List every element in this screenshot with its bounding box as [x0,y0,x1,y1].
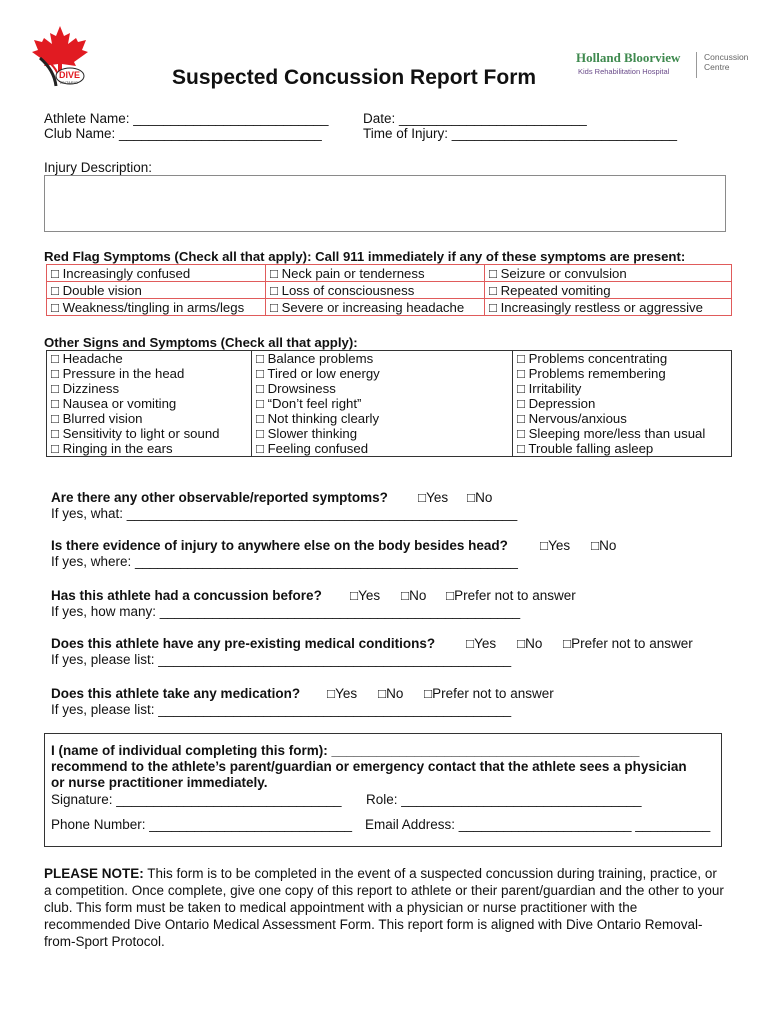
q2-no-checkbox[interactable]: □No [591,538,617,553]
recommendation-text: recommend to the athlete’s parent/guardian or emergency contact that the athlete sees a physician [51,759,687,774]
athlete-name-field[interactable]: Athlete Name: __________________________ [44,111,329,126]
q4-prefer-not-checkbox[interactable]: □Prefer not to answer [563,636,693,651]
symptom-checkbox[interactable]: □ Irritability [517,381,582,396]
hb-name: Holland Bloorview [576,50,681,65]
q5-prefer-not-checkbox[interactable]: □Prefer not to answer [424,686,554,701]
other-signs-col2 [252,351,513,457]
q5-followup-field[interactable]: If yes, please list: _______________________________________________ [51,702,512,717]
hb-centre: Concussion Centre [704,52,749,72]
logo-divider [696,52,697,78]
red-flag-checkbox[interactable]: □ Neck pain or tenderness [266,265,485,282]
q3-no-checkbox[interactable]: □No [401,588,427,603]
signature-field[interactable]: Signature: ______________________________ [51,792,342,807]
symptom-checkbox[interactable]: □ “Don’t feel right” [256,396,362,411]
email-address-field[interactable]: Email Address: _______________________ __________ [365,817,711,832]
q4-yes-checkbox[interactable]: □Yes [466,636,497,651]
symptom-checkbox[interactable]: □ Depression [517,396,596,411]
red-flag-checkbox[interactable]: □ Double vision [47,282,266,299]
q3-yes-checkbox[interactable]: □Yes [350,588,381,603]
maple-leaf-icon [30,24,90,90]
symptom-checkbox[interactable]: □ Ringing in the ears [51,441,173,456]
please-note-paragraph [44,865,724,950]
q2-yes-checkbox[interactable]: □Yes [540,538,571,553]
other-signs-table [46,350,732,457]
role-field[interactable]: Role: ________________________________ [366,792,642,807]
red-flag-checkbox[interactable]: □ Increasingly confused [47,265,266,282]
question-prior-concussion: Has this athlete had a concussion before? [51,588,322,603]
red-flag-checkbox[interactable]: □ Weakness/tingling in arms/legs [47,299,266,316]
symptom-checkbox[interactable]: □ Drowsiness [256,381,336,396]
symptom-checkbox[interactable]: □ Problems remembering [517,366,666,381]
q1-followup-field[interactable]: If yes, what: ____________________________________________________ [51,506,518,521]
q5-no-checkbox[interactable]: □No [378,686,404,701]
question-medical-conditions: Does this athlete have any pre-existing medical conditions? [51,636,436,651]
symptom-checkbox[interactable]: □ Nausea or vomiting [51,396,177,411]
q1-yes-checkbox[interactable]: □Yes [418,490,449,505]
dive-logo-subtext: ONTARIO [60,80,78,85]
question-other-injury: Is there evidence of injury to anywhere else on the body besides head? [51,538,508,553]
symptom-checkbox[interactable]: □ Nervous/anxious [517,411,627,426]
q5-yes-checkbox[interactable]: □Yes [327,686,358,701]
symptom-checkbox[interactable]: □ Slower thinking [256,426,358,441]
symptom-checkbox[interactable]: □ Headache [51,351,123,366]
club-name-field[interactable]: Club Name: ___________________________ [44,126,322,141]
question-other-symptoms: Are there any other observable/reported symptoms? [51,490,388,505]
table-row [47,282,732,299]
symptom-checkbox[interactable]: □ Sleeping more/less than usual [517,426,706,441]
phone-number-field[interactable]: Phone Number: ___________________________ [51,817,353,832]
red-flag-table [46,264,732,316]
red-flag-checkbox[interactable]: □ Repeated vomiting [485,282,732,299]
symptom-checkbox[interactable]: □ Problems concentrating [517,351,668,366]
completer-name-field[interactable]: I (name of individual completing this form): _________________________________________ [51,743,640,758]
q3-followup-field[interactable]: If yes, how many: ________________________________________________ [51,604,521,619]
symptom-checkbox[interactable]: □ Dizziness [51,381,120,396]
time-of-injury-field[interactable]: Time of Injury: ______________________________ [363,126,678,141]
q2-followup-field[interactable]: If yes, where: ___________________________________________________ [51,554,518,569]
injury-description-box[interactable] [44,175,726,232]
symptom-checkbox[interactable]: □ Pressure in the head [51,366,185,381]
dive-logo-text: DIVE [59,70,81,80]
other-signs-heading: Other Signs and Symptoms (Check all that apply): [44,335,358,350]
table-row [47,265,732,282]
symptom-checkbox[interactable]: □ Trouble falling asleep [517,441,654,456]
red-flag-checkbox[interactable]: □ Seizure or convulsion [485,265,732,282]
date-field[interactable]: Date: _________________________ [363,111,587,126]
q4-no-checkbox[interactable]: □No [517,636,543,651]
q3-prefer-not-checkbox[interactable]: □Prefer not to answer [446,588,576,603]
q1-no-checkbox[interactable]: □No [467,490,493,505]
hb-sub: Kids Rehabilitation Hospital [578,67,670,76]
symptom-checkbox[interactable]: □ Blurred vision [51,411,143,426]
symptom-checkbox[interactable]: □ Balance problems [256,351,374,366]
q4-followup-field[interactable]: If yes, please list: _______________________________________________ [51,652,512,667]
symptom-checkbox[interactable]: □ Sensitivity to light or sound [51,426,220,441]
other-signs-col3 [513,351,732,457]
symptom-checkbox[interactable]: □ Tired or low energy [256,366,380,381]
note-label: PLEASE NOTE: [44,866,144,881]
table-row [47,299,732,316]
dive-ontario-logo [30,24,90,90]
recommendation-text-cont: or nurse practitioner immediately. [51,775,268,790]
other-signs-col1 [47,351,252,457]
page-title: Suspected Concussion Report Form [172,66,537,89]
symptom-checkbox[interactable]: □ Feeling confused [256,441,369,456]
red-flag-checkbox[interactable]: □ Loss of consciousness [266,282,485,299]
symptom-checkbox[interactable]: □ Not thinking clearly [256,411,380,426]
red-flag-checkbox[interactable]: □ Increasingly restless or aggressive [485,299,732,316]
table-row [47,351,732,457]
question-medication: Does this athlete take any medication? [51,686,301,701]
note-text: This form is to be completed in the event of a suspected concussion during training, practice, or a competition. Once complete, give one copy of this report to athlete or their parent/guardian and the other to your club. This form must be taken to medical appointment with a physician or nurse practitioner with the recommended Dive Ontario Medical Assessment Form. This report form is aligned with Dive Ontario Removal-from-Sport Protocol. [44,866,724,949]
injury-description-label: Injury Description: [44,160,153,175]
holland-bloorview-logo [576,50,752,80]
red-flag-checkbox[interactable]: □ Severe or increasing headache [266,299,485,316]
red-flag-heading: Red Flag Symptoms (Check all that apply): Call 911 immediately if any of these symptoms are present: [44,249,686,264]
